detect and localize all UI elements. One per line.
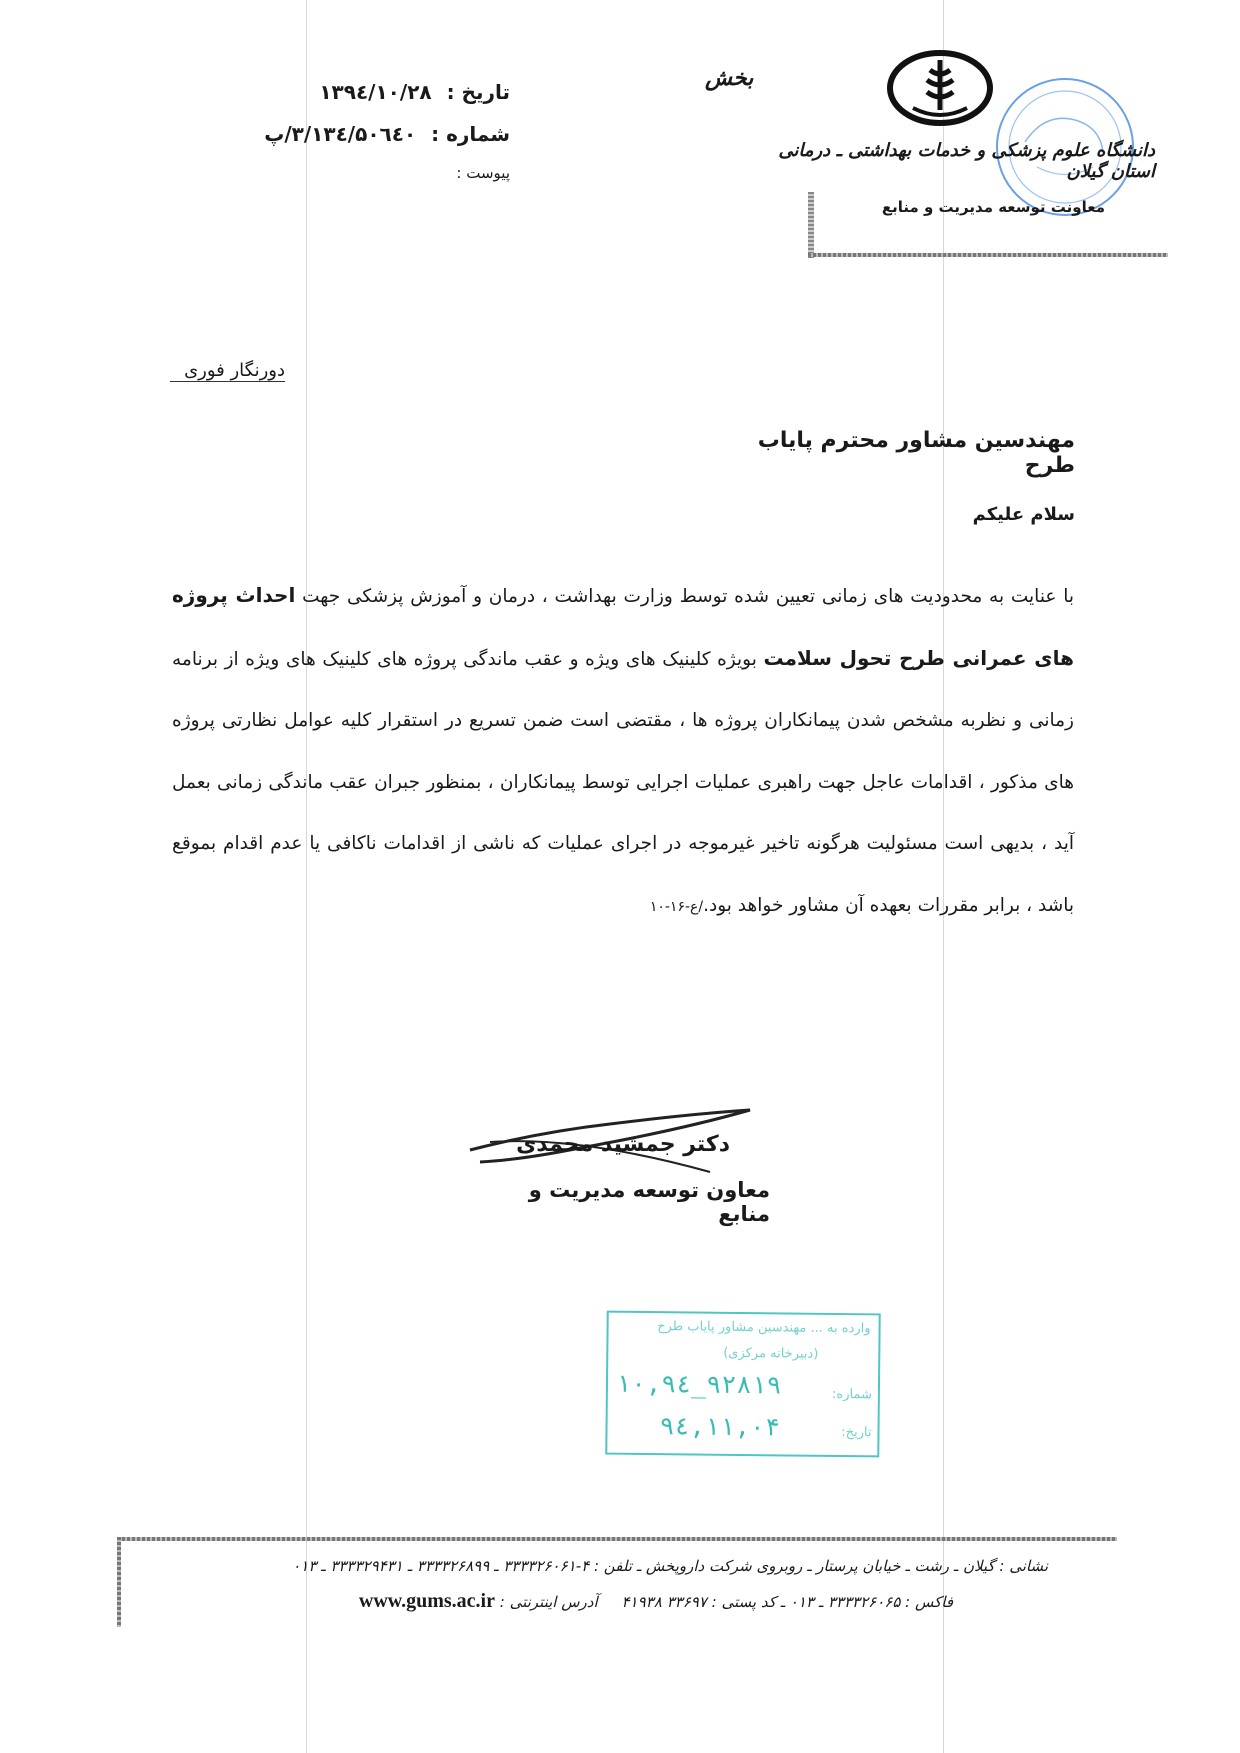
stamp-number-value: ۱۰,۹٤_۹۲۸۱۹ (615, 1368, 782, 1400)
footer-rule-vertical (117, 1537, 121, 1627)
footer-website-link[interactable]: www.gums.ac.ir (358, 1590, 495, 1612)
university-name: دانشگاه علوم پزشکی و خدمات بهداشتی ـ درمانی استان گیلان (778, 140, 1155, 182)
stamp-date-value: ۹٤,۱۱,۰۴ (659, 1411, 781, 1442)
department-name: معاونت توسعه مدیریت و منابع (881, 198, 1105, 216)
university-emblem-icon (885, 48, 995, 128)
header-rule-vertical (808, 192, 814, 258)
body-bold: احداث پروژه های عمرانی طرح تحول سلامت (172, 583, 1074, 670)
signatory-title: معاون توسعه مدیریت و منابع (528, 1178, 770, 1226)
number-row (250, 122, 510, 146)
footer-rule (117, 1537, 1117, 1541)
footer-fax-postal: فاکس : ۳۳۳۳۲۶۰۶۵ ـ ۰۱۳ ـ کد پستی : ۳۳۶۹۷ ۴۱۹۳۸ (621, 1593, 953, 1611)
footer-address: نشانی : گیلان ـ رشت ـ خیابان پرستار ـ روبروی شرکت داروپخش ـ تلفن : ۴-۳۳۳۳۲۶۰۶۱ ـ ۳۳۳۳۲۶۸۹۹ ـ ۳۳۳۳۲۹۴۳۱ ـ ۰۱۳ (292, 1557, 1048, 1575)
signatory-name: دکتر جمشید محمدی (516, 1132, 730, 1157)
body-part1: با عنایت به محدودیت های زمانی تعیین شده توسط وزارت بهداشت ، درمان و آموزش پزشکی جهت (295, 586, 1074, 607)
stamp-line2: (دبیرخانه مرکزی) (723, 1345, 819, 1362)
stamp-number-label: شماره: (831, 1386, 872, 1403)
letter-meta (250, 80, 510, 104)
letter-body (172, 565, 1074, 938)
fax-note: دورنگار فوری (170, 360, 285, 382)
stamp-line1: وارده به ... مهندسین مشاور پایاب طرح (657, 1319, 871, 1337)
header-rule-horizontal (808, 253, 1168, 257)
greeting: سلام علیکم (972, 504, 1075, 525)
date-label: تاریخ : (446, 80, 510, 104)
stamp-date-label: تاریخ: (841, 1425, 872, 1441)
attachment-label: پیوست : (456, 164, 510, 182)
logo-word: بخش (705, 66, 754, 91)
footer-web-label: آدرس اینترنتی : (499, 1593, 598, 1611)
footer-contact (280, 1590, 953, 1613)
body-part2: بویژه کلینیک های ویژه و عقب ماندگی پروژه های کلینیک های ویژه از برنامه زمانی و نظربه مشخص شدن پیمانکاران پروژه ها ، مقتضی است ضمن تسریع در استقرار کلیه عوامل نظارتی پروژه های مذکور ، اقدامات عاجل جهت راهبری عملیات اجرایی توسط پیمانکاران ، بمنظور جبران عقب ماندگی زمانی بعمل آید ، بدیهی است مسئولیت هرگونه تاخیر غیرموجه در اجرای عملیات که ناشی از اقدامات ناکافی یا عدم اقدام بموقع باشد ، برابر مقررات بعهده آن مشاور خواهد بود. (172, 648, 1074, 916)
number-value: ۳/۱۳٤/۵۰٦٤۰/پ (264, 122, 417, 146)
receipt-stamp (605, 1311, 880, 1458)
addressee: مهندسین مشاور محترم پایاب طرح (757, 428, 1075, 478)
body-code: /ع-۱۶-۱۰ (649, 898, 704, 915)
number-label: شماره : (431, 122, 510, 146)
date-value: ۱۳۹٤/۱۰/۲۸ (319, 80, 432, 104)
